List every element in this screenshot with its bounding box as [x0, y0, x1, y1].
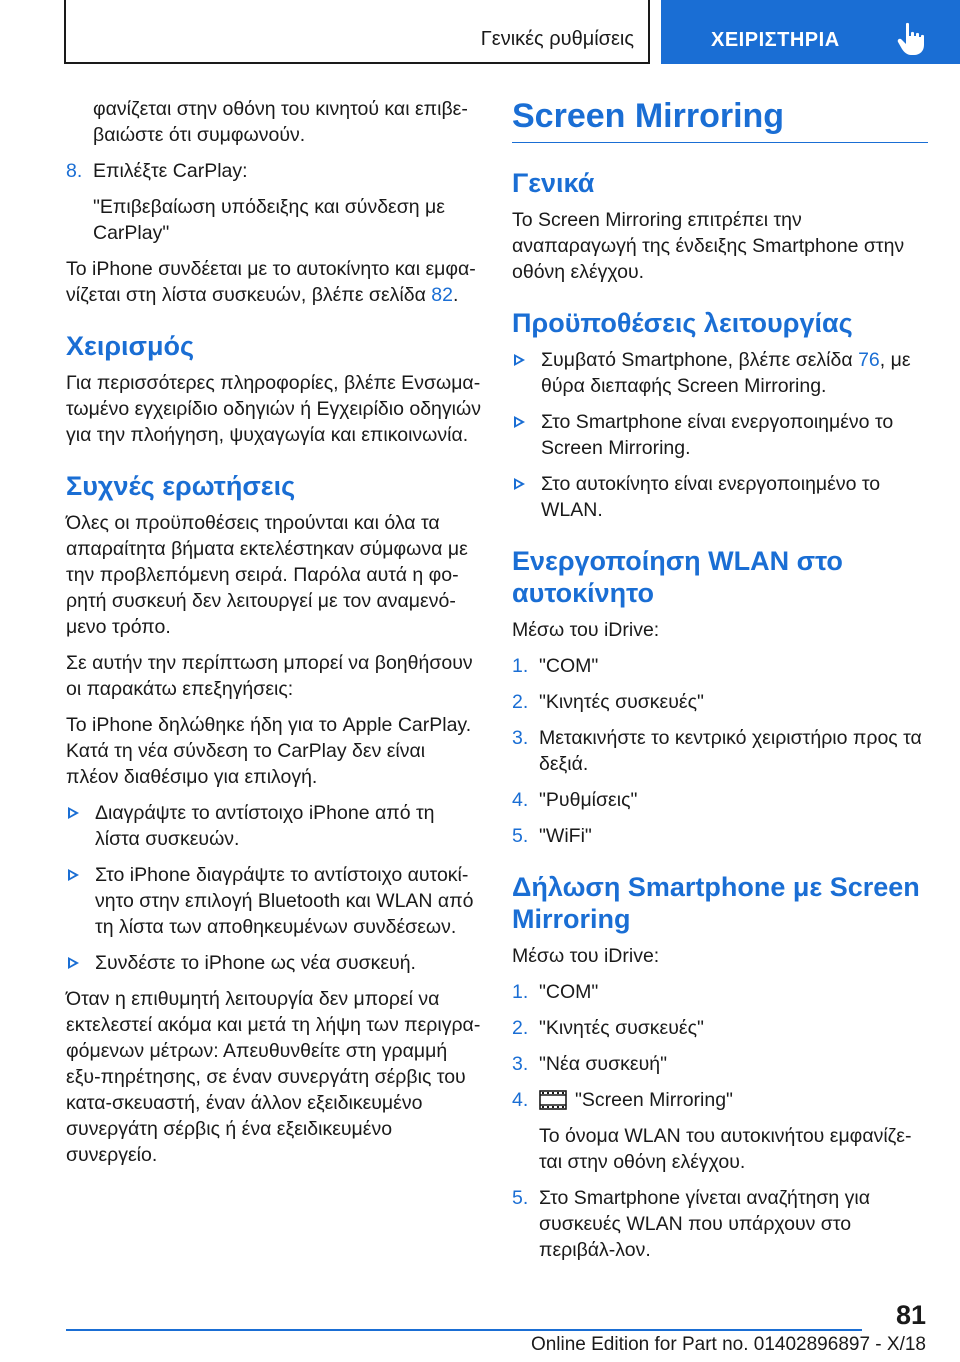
list-item: [512, 1185, 928, 1263]
screen-mirroring-icon: [539, 1090, 567, 1110]
step-text: [539, 1087, 928, 1113]
paragraph-text: .: [453, 284, 459, 306]
page-link[interactable]: 76: [858, 349, 880, 371]
header-section-box: [64, 0, 650, 64]
triangle-bullet-icon: [68, 807, 79, 819]
paragraph: Για περισσότερες πληροφορίες, βλέπε Ενσωμα-τωμένο εγχειρίδιο οδηγιών ή Εγχειρίδιο οδηγιών για την πλοήγηση, ψυχαγωγία και επικοινωνία.: [66, 372, 481, 446]
step-number: 5.: [512, 1187, 529, 1209]
step-number: 2.: [512, 691, 529, 713]
page-title: Screen Mirroring: [512, 96, 928, 143]
step-continuation: φανίζεται στην οθόνη του κινητού και επιβε-βαιώστε ότι συμφωνούν.: [93, 98, 468, 146]
list-item: [512, 1087, 928, 1175]
section-heading: Ενεργοποίηση WLAN στο αυτοκίνητο: [512, 546, 843, 608]
step-number: 8.: [66, 160, 83, 182]
section-heading: Προϋποθέσεις λειτουργίας: [512, 308, 853, 338]
step-text: Στο Smartphone γίνεται αναζήτηση για συσκευές WLAN που υπάρχουν στο περιβάλ-λον.: [539, 1187, 871, 1261]
list-item: [512, 409, 928, 461]
paragraph: [66, 256, 481, 308]
paragraph: Όταν η επιθυμητή λειτουργία δεν μπορεί να εκτελεστεί ακόμα και μετά τη λήψη των περιγρα-φόμενων μέτρων: Απευθυνθείτε στη γραμμή εξυ-πηρέτησης, σε έναν συνεργάτη σέρβις του κατα-σκευαστή, έναν άλλον εξειδικευμένο συνεργάτη σέρβις ή ένα εξειδικευμένο συνεργείο.: [66, 988, 481, 1166]
step-text: "Ρυθμίσεις": [539, 789, 638, 811]
list-item: [66, 158, 481, 246]
triangle-bullet-icon: [514, 354, 525, 366]
step-number: 3.: [512, 727, 529, 749]
paragraph: Σε αυτήν την περίπτωση μπορεί να βοηθήσουν οι παρακάτω επεξηγήσεις:: [66, 652, 473, 700]
triangle-bullet-icon: [68, 957, 79, 969]
list-item: [66, 800, 481, 852]
paragraph-text: Το iPhone συνδέεται με το αυτοκίνητο και εμφα-νίζεται στη λίστα συσκευών, βλέπε σελίδα: [66, 258, 476, 306]
step-text: "Κινητές συσκευές": [539, 1017, 704, 1039]
step-text: Επιλέξτε CarPlay:: [93, 160, 248, 182]
page-number: 81: [895, 1300, 926, 1330]
footer-divider: [66, 1329, 862, 1331]
triangle-bullet-icon: [514, 478, 525, 490]
paragraph: Το Screen Mirroring επιτρέπει την αναπαραγωγή της ένδειξης Smartphone στην οθόνη ελέγχου.: [512, 209, 905, 283]
paragraph: Το iPhone δηλώθηκε ήδη για το Apple CarPlay. Κατά τη νέα σύνδεση το CarPlay δεν είναι πλέον διαθέσιμο για επιλογή.: [66, 714, 472, 788]
step-number: 2.: [512, 1017, 529, 1039]
bullet-text: [541, 347, 928, 399]
step-number: 1.: [512, 655, 529, 677]
paragraph: Μέσω του iDrive:: [512, 619, 660, 641]
list-item: [66, 862, 481, 940]
list-item: [512, 653, 928, 679]
bullet-text: Στο Smartphone είναι ενεργοποιημένο το Screen Mirroring.: [541, 411, 894, 459]
bullet-text: Στο iPhone διαγράψτε το αντίστοιχο αυτοκί-νητο στην επιλογή Bluetooth και WLAN από τη λίστα των αποθηκευμένων συνδέσεων.: [95, 864, 474, 938]
step-subtext: Το όνομα WLAN του αυτοκινήτου εμφανίζε-ται στην οθόνη ελέγχου.: [539, 1125, 912, 1173]
list-item: [512, 725, 928, 777]
left-column: [66, 96, 481, 1178]
bullet-text: Στο αυτοκίνητο είναι ενεργοποιημένο το WLAN.: [541, 473, 881, 521]
triangle-bullet-icon: [514, 416, 525, 428]
section-heading: Συχνές ερωτήσεις: [66, 471, 296, 501]
page-link[interactable]: 82: [431, 284, 453, 306]
list-item: [512, 823, 928, 849]
step-text: "Κινητές συσκευές": [539, 691, 704, 713]
step-text-label: "Screen Mirroring": [575, 1089, 733, 1111]
step-number: 1.: [512, 981, 529, 1003]
list-item: [512, 979, 928, 1005]
paragraph: Όλες οι προϋποθέσεις τηρούνται και όλα τα απαραίτητα βήματα εκτελέστηκαν σύμφωνα με την προβλεπόμενη σειρά. Παρόλα αυτά η φο-ρητή συσκευή δεν λειτουργεί με τον αναμενό-μενο τρόπο.: [66, 512, 468, 638]
paragraph: Μέσω του iDrive:: [512, 945, 660, 967]
chapter-tab-label: ΧΕΙΡΙΣΤΗΡΙΑ: [711, 29, 840, 51]
chapter-tab[interactable]: [661, 0, 960, 64]
bullet-text-part: , με θύρα διεπαφής Screen Mirroring.: [541, 349, 911, 397]
list-item: [512, 787, 928, 813]
list-item: [512, 1015, 928, 1041]
triangle-bullet-icon: [68, 869, 79, 881]
step-text: Μετακινήστε το κεντρικό χειριστήριο προς τα δεξιά.: [539, 727, 922, 775]
step-number: 5.: [512, 825, 529, 847]
section-title: Γενικές ρυθμίσεις: [480, 28, 634, 50]
bullet-text-part: Συμβατό Smartphone, βλέπε σελίδα: [541, 349, 859, 371]
list-item: [512, 689, 928, 715]
step-number: 4.: [512, 789, 529, 811]
list-item: [512, 471, 928, 523]
section-heading: Δήλωση Smartphone με Screen Mirroring: [512, 872, 920, 934]
hand-pointer-icon: [897, 22, 927, 56]
footer-edition: Online Edition for Part no. 01402896897 - X/18: [530, 1334, 926, 1355]
bullet-text: Διαγράψτε το αντίστοιχο iPhone από τη λίστα συσκευών.: [95, 802, 435, 850]
bullet-text: Συνδέστε το iPhone ως νέα συσκευή.: [95, 952, 416, 974]
step-number: 3.: [512, 1053, 529, 1075]
section-heading: Χειρισμός: [66, 331, 195, 361]
section-heading: Γενικά: [512, 168, 595, 198]
list-item: [512, 347, 928, 399]
step-number: 4.: [512, 1089, 529, 1111]
right-column: [512, 96, 928, 1273]
step-text: "WiFi": [539, 825, 592, 847]
step-text: "Νέα συσκευή": [539, 1053, 667, 1075]
step-text: "COM": [539, 981, 599, 1003]
step-text: "COM": [539, 655, 599, 677]
step-subtext: "Επιβεβαίωση υπόδειξης και σύνδεση με CarPlay": [93, 196, 445, 244]
list-item: [512, 1051, 928, 1077]
list-item: [66, 950, 481, 976]
